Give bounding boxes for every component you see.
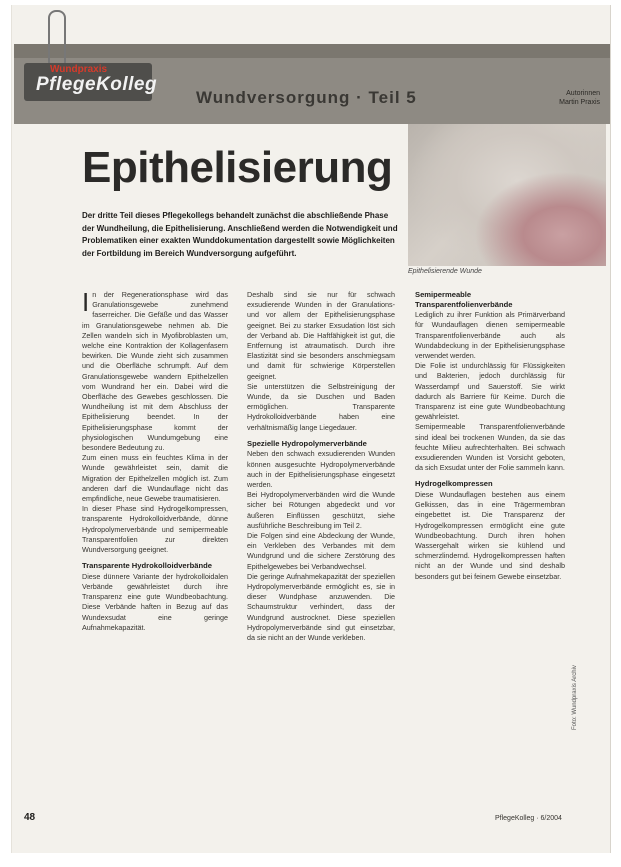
paragraph: In dieser Phase sind Hydrogelkompressen, transparente Hydrokolloidverbände, dünne Hydropolymerverbände und semipermeable Transparentfolien zur direkten Wundversorgung geeignet.	[82, 504, 228, 555]
paragraph: Sie unterstützen die Selbstreinigung der Wunde, da sie Duschen und Baden ermöglichen. Transparente Hydrokolloidverbände haben eine verhältnismäßig lange Liegedauer.	[247, 381, 395, 432]
paragraph: Die Folie ist undurchlässig für Flüssigkeiten und Bakterien, jedoch durchlässig für Wasserdampf und Sauerstoff. Sie wirkt dadurch als Barriere für Keime. Durch die Transparenz ist eine gute Wundbeobachtung gewährleistet.	[415, 361, 565, 422]
logo-title: PflegeKolleg	[36, 74, 158, 95]
paragraph: Deshalb sind sie nur für schwach exsudierende Wunden in der Granulations- und vor allem der Epithelisierungsphase geeignet. Bei zu starker Exsudation löst sich der Verband ab. Die Haftfähigkeit ist gut, die Entfernung ist atraumatisch. Durch ihre Elastizität sind sie besonders anschmiegsam und damit für schwierige Körperstellen geeignet.	[247, 290, 395, 381]
subheading: Semipermeable Transparentfolienverbände	[415, 290, 513, 309]
authors-label: Autorinnen	[566, 90, 600, 97]
wound-photo	[408, 124, 606, 266]
page-number: 48	[24, 812, 36, 823]
article-title: Epithelisierung	[82, 143, 393, 192]
paragraph-text: n der Regenerationsphase wird das Granulationsgewebe zunehmend faserreicher. Die Gefäße und das Wasser im Granulationsgewebe nehmen ab. Die Zellen wandeln sich in Myofibroblasten um, welche eine Kontraktion der Kollagenfasern bewirken. Die Wunde zieht sich zusammen und die Oberfläche schrumpft. Auf dem Granulationsgewebe wandern Epithelzellen vom Wundrand her ein. Dabei wird die Oberfläche des Gewebes geschlossen. Die Wundheilung ist mit dem Abschluss der Epithelisierung beendet. In der Epithelisierungsphase kommt der physiologischen Wundumgebung eine besondere Bedeutung zu.	[82, 290, 228, 453]
subheading: Transparente Hydrokolloidverbände	[82, 561, 212, 571]
paragraph: Zum einen muss ein feuchtes Klima in der Wunde gewährleistet sein, damit die Migration der Epithelzellen möglich ist. Zum anderen darf die Wundauflage nicht das empfindliche, neue Gewebe traumatisieren.	[82, 453, 228, 504]
paper-clip-icon	[48, 10, 66, 70]
drop-cap: I	[82, 287, 90, 317]
paragraph: Neben den schwach exsudierenden Wunden können ausgesuchte Hydropolymerverbände auch in der Epithelisierungsphase eingesetzt werden.	[247, 449, 395, 490]
paragraph: Bei Hydropolymerverbänden wird die Wunde sicher bei Rötungen abgedeckt und vor äußeren Einflüssen geschützt, siehe ausführliche Beschreibung im Teil 2.	[247, 490, 395, 530]
photo-credit: Foto: Wundpraxis Archiv	[572, 665, 578, 730]
subheading: Hydrogelkompressen	[415, 479, 493, 489]
paragraph: Lediglich zu ihrer Funktion als Primärverband für Wundauflagen dienen semipermeable Transparentfolienverbände auch als Wundabdeckung in der Epithelisierungsphase verwendet werden.	[415, 310, 565, 360]
article-intro: Der dritte Teil dieses Pflegekollegs behandelt zunächst die abschließende Phase der Wundheilung, die Epithelisierung. Anschließend werden die Notwendigkeit und Problematiken einer exakten Wunddokumentation dargestellt sowie Möglichkeiten der Fortbildung im Bereich Wundversorgung aufgeführt.	[82, 211, 398, 258]
paragraph: Semipermeable Transparentfolienverbände sind ideal bei trockenen Wunden, da sie das feuchte Milieu aufrechterhalten. Bei schwach exsudierenden Wunden ist Vorsicht geboten, da sich Exsudat unter der Folie sammeln kann.	[415, 422, 565, 473]
subheading: Spezielle Hydropolymerverbände	[247, 438, 367, 448]
photo-caption: Epithelisierende Wunde	[408, 268, 482, 275]
paragraph: Die Folgen sind eine Abdeckung der Wunde, ein Verkleben des Verbandes mit dem Wundgrund und die sichere Zerstörung des Epithelgewebes bei Verbandwechsel.	[247, 531, 395, 571]
paragraph: Die geringe Aufnahmekapazität der speziellen Hydropolymerverbände ermöglicht es, sie in dieser Wundphase anzuwenden. Die Schaumstruktur verhindert, dass der Wundgrund austrocknet. Diese speziellen Hydropolymerverbände sind gut einsetzbar, da sie nicht an der Wunde verkleben.	[247, 571, 395, 643]
authors	[520, 89, 600, 107]
footer-issue: PflegeKolleg · 6/2004	[495, 815, 562, 822]
authors-names: Martin Praxis	[559, 99, 600, 106]
series-title: Wundversorgung · Teil 5	[196, 88, 417, 107]
logo-kicker: Wundpraxis	[50, 64, 108, 75]
paragraph: Diese Wundauflagen bestehen aus einem Gelkissen, das in eine Trägermembran eingebettet ist. Die Transparenz der Hydrogelkompressen ermöglicht eine gute Wundbeobachtung. Durch ihren hohen Wassergehalt wirken sie kühlend und schmerzlindernd. Hydrogelkompressen haften nicht an der Wunde und sind deshalb besonders gut bei feinem Gewebe einsetzbar.	[415, 490, 565, 581]
text-column-2	[247, 290, 395, 643]
text-column-1	[82, 287, 228, 633]
paragraph	[82, 287, 228, 453]
text-column-3	[415, 290, 565, 582]
paragraph: Diese dünnere Variante der hydrokolloidalen Verbände gewährleistet durch ihre Transparenz eine gute Wundbeobachtung. Diese Verbände haften in Bezug auf das Wundexsudat eine geringe Aufnahmekapazität.	[82, 571, 228, 632]
